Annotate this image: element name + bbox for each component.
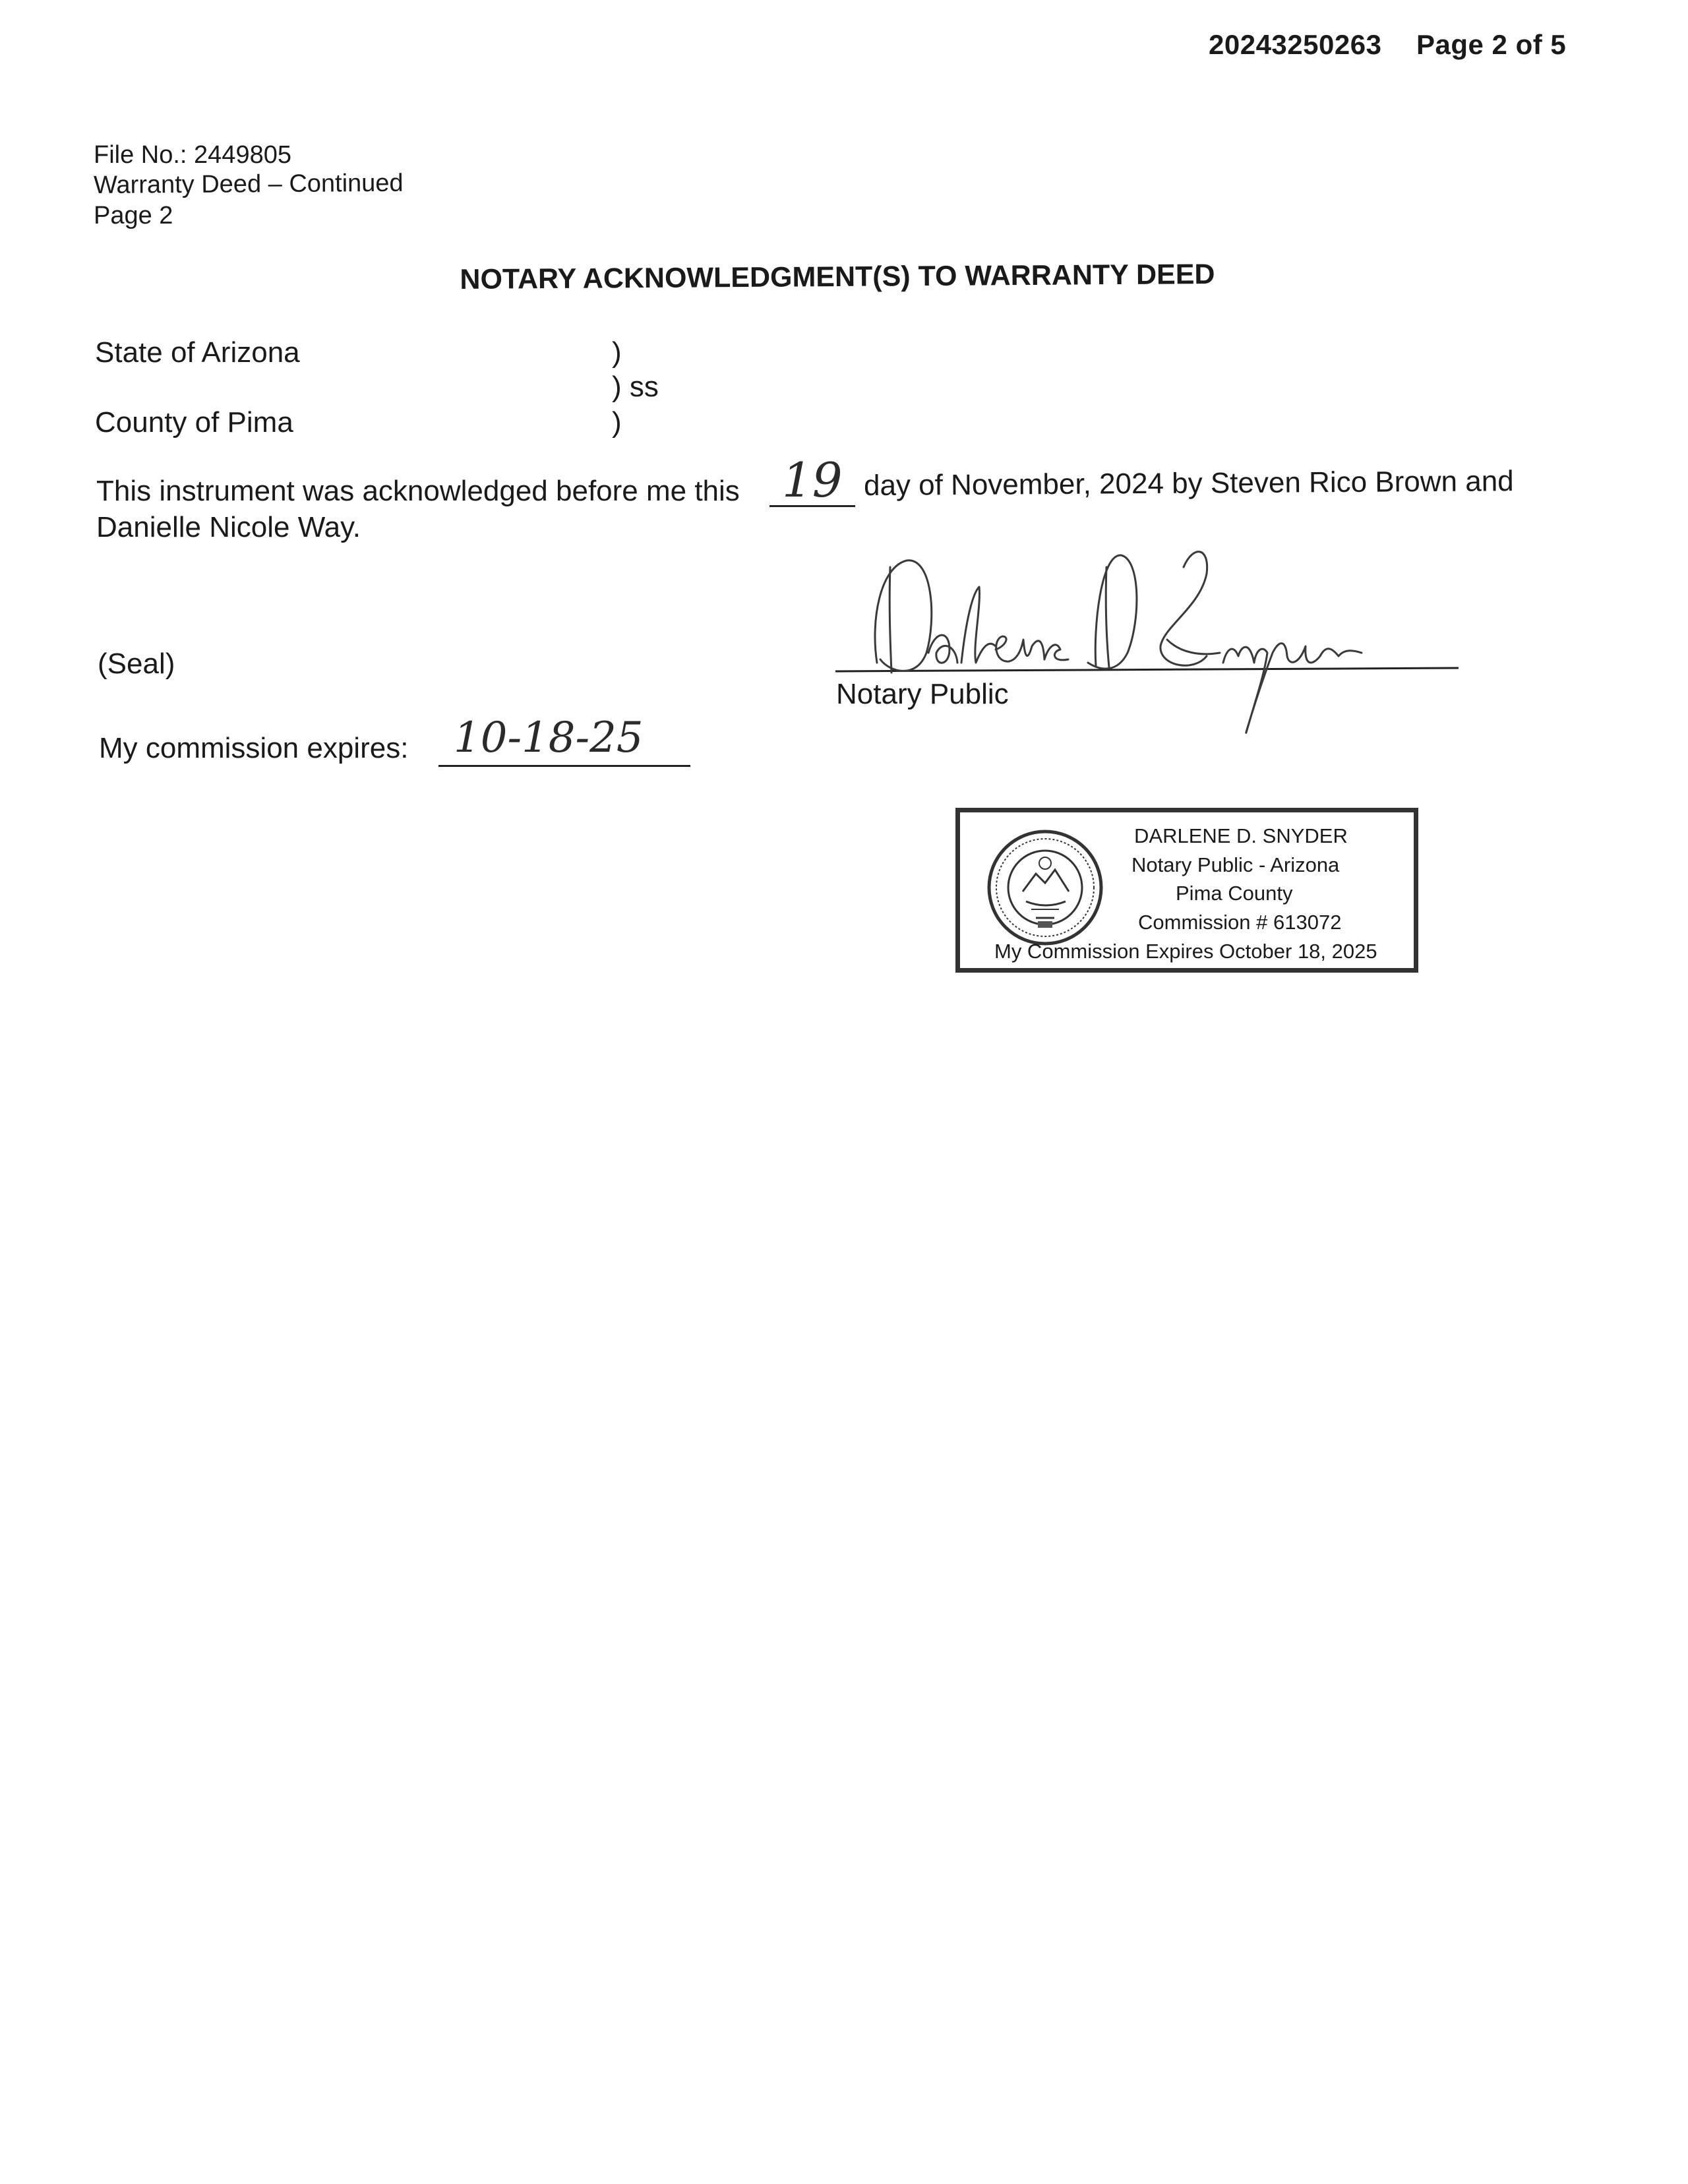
stamp-title-state: Notary Public - Arizona	[1131, 853, 1340, 876]
recording-number: 20243250263	[1209, 29, 1382, 60]
notary-stamp	[955, 808, 1418, 973]
venue-state: State of Arizona	[95, 336, 300, 369]
file-info-block	[94, 140, 404, 231]
acknowledgment-text-start: This instrument was acknowledged before me this	[96, 475, 740, 507]
stamp-expiration: My Commission Expires October 18, 2025	[994, 940, 1377, 963]
venue-paren-3: )	[612, 406, 622, 439]
stamp-county: Pima County	[1176, 882, 1293, 905]
handwritten-commission-date: 10-18-25	[454, 713, 644, 762]
commission-date-line	[438, 765, 690, 767]
document-continued-label: Warranty Deed – Continued	[93, 169, 404, 199]
document-title: NOTARY ACKNOWLEDGMENT(S) TO WARRANTY DEED	[460, 258, 1215, 295]
acknowledgment-text-end: day of November, 2024 by Steven Rico Brown and	[863, 465, 1514, 502]
notary-signature	[851, 541, 1391, 752]
seal-label: (Seal)	[98, 648, 175, 680]
handwritten-day: 19	[782, 452, 843, 508]
venue-ss: ) ss	[612, 371, 659, 403]
page-indicator: Page 2 of 5	[1416, 29, 1567, 60]
acknowledgment-names-line2: Danielle Nicole Way.	[96, 511, 361, 543]
venue-paren-1: )	[612, 336, 622, 369]
arizona-state-seal-icon	[986, 829, 1104, 946]
stamp-commission-number: Commission # 613072	[1138, 911, 1342, 934]
venue-county: County of Pima	[95, 406, 293, 439]
handwritten-signature	[851, 541, 1391, 752]
notary-public-label: Notary Public	[836, 678, 1009, 710]
commission-expires-label: My commission expires:	[99, 732, 409, 764]
stamp-notary-name: DARLENE D. SNYDER	[1134, 824, 1348, 847]
file-number: File No.: 2449805	[94, 141, 291, 169]
internal-page-number: Page 2	[94, 202, 173, 229]
